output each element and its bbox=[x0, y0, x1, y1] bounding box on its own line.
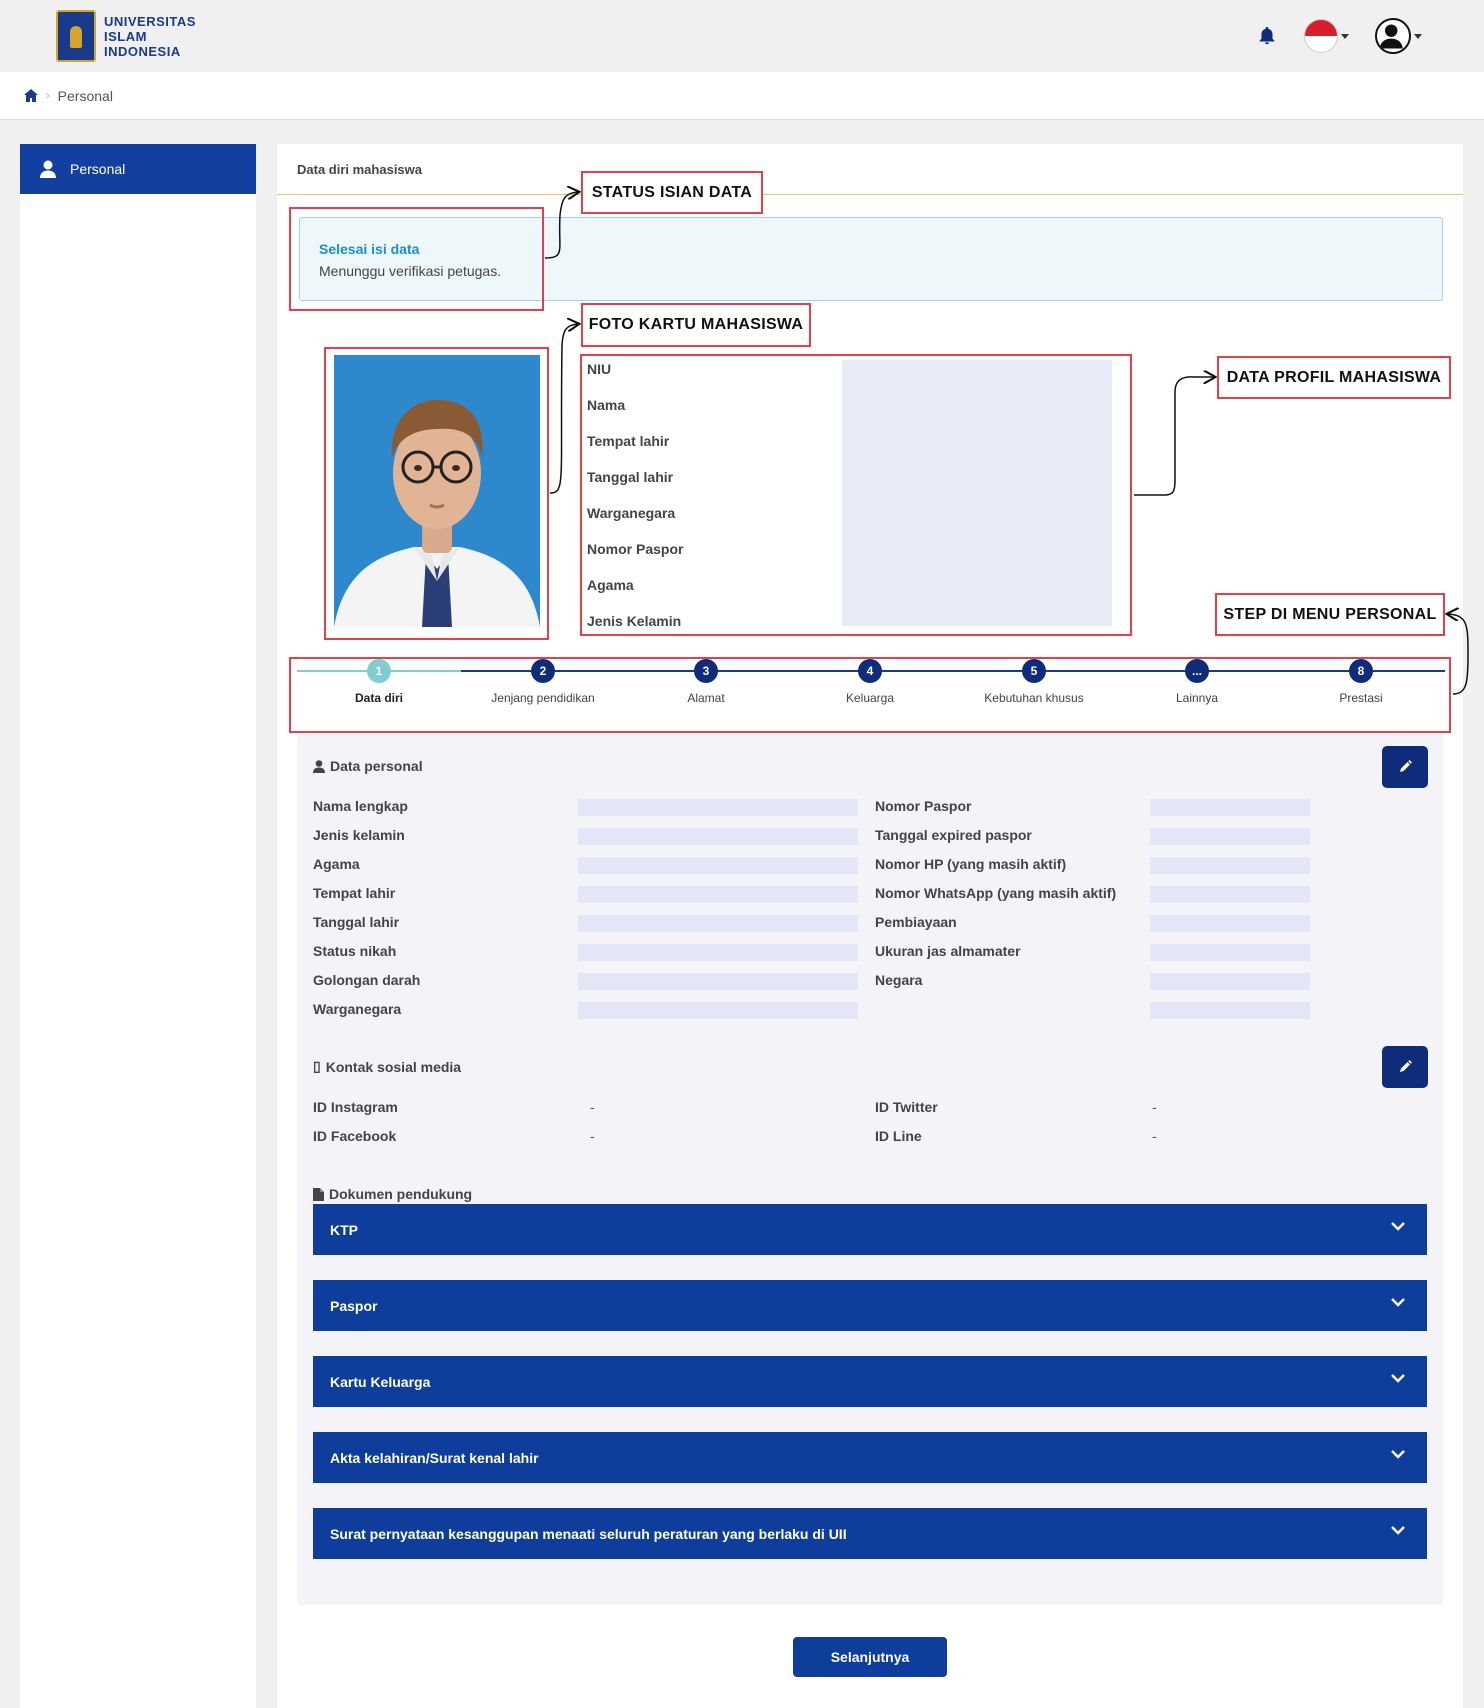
chevron-down-icon bbox=[1391, 1221, 1405, 1231]
chevron-right-icon: › bbox=[46, 89, 50, 102]
logo-line-2: ISLAM bbox=[104, 28, 147, 44]
value-redacted bbox=[1150, 857, 1310, 874]
accordion-ktp[interactable] bbox=[313, 1204, 1427, 1255]
label-tanggal-lahir: Tanggal lahir bbox=[313, 914, 400, 930]
step-number: 3 bbox=[694, 659, 718, 683]
value-redacted bbox=[578, 828, 858, 845]
step-label: Jenjang pendidikan bbox=[491, 691, 595, 705]
flag-id-icon bbox=[1304, 19, 1338, 53]
pencil-icon bbox=[1398, 760, 1412, 774]
logo-line-3: INDONESIA bbox=[104, 43, 181, 59]
sidebar bbox=[20, 144, 256, 1708]
status-title: Selesai isi data bbox=[319, 241, 420, 257]
accordion-kartu-keluarga[interactable] bbox=[313, 1356, 1427, 1407]
value-redacted bbox=[1150, 1002, 1310, 1019]
label-tanggal-expired-paspor: Tanggal expired paspor bbox=[875, 827, 1032, 843]
label-jenis-kelamin: Jenis kelamin bbox=[313, 827, 405, 843]
value-redacted bbox=[578, 915, 858, 932]
accordion-label: KTP bbox=[330, 1221, 358, 1238]
breadcrumb-current: Personal bbox=[57, 87, 113, 104]
top-navbar bbox=[0, 0, 1484, 72]
label-tempat-lahir: Tempat lahir bbox=[313, 885, 396, 901]
annotation-label-status: STATUS ISIAN DATA bbox=[581, 171, 763, 214]
user-icon bbox=[313, 760, 325, 773]
label-negara: Negara bbox=[875, 972, 923, 988]
language-selector[interactable] bbox=[1304, 19, 1349, 53]
annotation-box-steps bbox=[289, 657, 1451, 733]
step-label: Lainnya bbox=[1175, 691, 1219, 705]
bell-icon[interactable] bbox=[1256, 25, 1278, 47]
label-id-twitter: ID Twitter bbox=[875, 1099, 938, 1115]
accordion-label: Kartu Keluarga bbox=[330, 1373, 431, 1390]
document-icon bbox=[313, 1188, 324, 1201]
accordion-surat-pernyataan[interactable] bbox=[313, 1508, 1427, 1559]
accordion-label: Paspor bbox=[330, 1297, 378, 1314]
step-label: Keluarga bbox=[845, 691, 895, 705]
value-redacted bbox=[1150, 973, 1310, 990]
step-number: ... bbox=[1185, 659, 1209, 683]
label-ukuran-jas: Ukuran jas almamater bbox=[875, 943, 1021, 959]
detail-card bbox=[297, 734, 1443, 1605]
profile-label-tanggal-lahir: Tanggal lahir bbox=[587, 469, 674, 485]
step-number: 2 bbox=[531, 659, 555, 683]
annotation-label-steps: STEP DI MENU PERSONAL bbox=[1215, 593, 1445, 636]
phone-icon: ▯ bbox=[313, 1058, 321, 1074]
user-menu[interactable] bbox=[1375, 18, 1422, 54]
label-id-facebook: ID Facebook bbox=[313, 1128, 397, 1144]
value-redacted bbox=[1150, 828, 1310, 845]
section-title-text: Data personal bbox=[330, 758, 423, 774]
uii-logo[interactable] bbox=[56, 10, 196, 62]
sidebar-item-label: Personal bbox=[70, 161, 126, 177]
value-redacted bbox=[578, 1002, 858, 1019]
section-title-data-personal bbox=[313, 758, 423, 774]
title-divider bbox=[277, 194, 1463, 195]
value-redacted bbox=[1150, 886, 1310, 903]
chevron-down-icon bbox=[1391, 1297, 1405, 1307]
user-icon bbox=[1375, 18, 1411, 54]
value-id-facebook: - bbox=[590, 1128, 595, 1144]
value-redacted bbox=[578, 857, 858, 874]
value-redacted bbox=[1150, 944, 1310, 961]
value-redacted bbox=[578, 799, 858, 816]
user-icon bbox=[40, 160, 56, 178]
logo-text bbox=[104, 14, 196, 59]
home-icon[interactable] bbox=[24, 89, 38, 102]
label-status-nikah: Status nikah bbox=[313, 943, 397, 959]
chevron-down-icon bbox=[1391, 1449, 1405, 1459]
next-button[interactable]: Selanjutnya bbox=[793, 1637, 947, 1677]
uii-emblem-icon bbox=[56, 10, 96, 62]
value-id-instagram: - bbox=[590, 1099, 595, 1115]
step-label: Kebutuhan khusus bbox=[984, 691, 1084, 705]
sidebar-item-personal[interactable] bbox=[20, 144, 256, 194]
accordion-label: Surat pernyataan kesanggupan menaati seluruh peraturan yang berlaku di UII bbox=[330, 1525, 847, 1542]
edit-kontak-button[interactable] bbox=[1382, 1046, 1428, 1088]
label-nomor-whatsapp: Nomor WhatsApp (yang masih aktif) bbox=[875, 885, 1117, 901]
label-id-line: ID Line bbox=[875, 1128, 922, 1144]
section-title-text: Kontak sosial media bbox=[325, 1058, 462, 1075]
annotation-label-photo: FOTO KARTU MAHASISWA bbox=[581, 303, 811, 347]
page-title: Data diri mahasiswa bbox=[297, 162, 422, 177]
profile-label-agama: Agama bbox=[587, 577, 634, 593]
accordion-paspor[interactable] bbox=[313, 1280, 1427, 1331]
value-redacted bbox=[578, 973, 858, 990]
chevron-down-icon bbox=[1341, 34, 1349, 39]
value-id-twitter: - bbox=[1152, 1099, 1157, 1115]
annotation-box-profile bbox=[580, 354, 1132, 636]
step-label: Data diri bbox=[354, 691, 403, 705]
profile-label-jenis-kelamin: Jenis Kelamin bbox=[587, 613, 682, 629]
chevron-down-icon bbox=[1391, 1373, 1405, 1383]
chevron-down-icon bbox=[1391, 1525, 1405, 1535]
label-agama: Agama bbox=[313, 856, 360, 872]
pencil-icon bbox=[1398, 1060, 1412, 1074]
breadcrumb bbox=[0, 72, 1484, 120]
label-nama-lengkap: Nama lengkap bbox=[313, 798, 408, 814]
profile-label-nomor-paspor: Nomor Paspor bbox=[587, 541, 684, 557]
step-number: 5 bbox=[1022, 659, 1046, 683]
profile-label-tempat-lahir: Tempat lahir bbox=[587, 433, 670, 449]
value-redacted bbox=[1150, 915, 1310, 932]
chevron-down-icon bbox=[1414, 34, 1422, 39]
label-pembiayaan: Pembiayaan bbox=[875, 914, 957, 930]
label-id-instagram: ID Instagram bbox=[313, 1099, 398, 1115]
accordion-akta-kelahiran[interactable] bbox=[313, 1432, 1427, 1483]
step-number: 4 bbox=[858, 659, 882, 683]
profile-label-nama: Nama bbox=[587, 397, 626, 413]
status-description: Menunggu verifikasi petugas. bbox=[319, 263, 502, 279]
step-label: Alamat bbox=[687, 691, 725, 705]
label-nomor-hp: Nomor HP (yang masih aktif) bbox=[875, 856, 1067, 872]
annotation-label-profile: DATA PROFIL MAHASISWA bbox=[1217, 356, 1451, 399]
annotation-box-status bbox=[289, 207, 544, 311]
edit-data-personal-button[interactable] bbox=[1382, 746, 1428, 788]
logo-line-1: UNIVERSITAS bbox=[104, 13, 196, 29]
value-redacted bbox=[578, 944, 858, 961]
label-nomor-paspor: Nomor Paspor bbox=[875, 798, 972, 814]
section-title-dokumen bbox=[313, 1186, 472, 1202]
label-warganegara: Warganegara bbox=[313, 1001, 402, 1017]
value-id-line: - bbox=[1152, 1128, 1157, 1144]
value-redacted bbox=[1150, 799, 1310, 816]
step-label: Prestasi bbox=[1339, 691, 1383, 705]
profile-label-warganegara: Warganegara bbox=[587, 505, 676, 521]
step-number: 1 bbox=[367, 659, 391, 683]
value-redacted bbox=[578, 886, 858, 903]
section-title-kontak bbox=[313, 1058, 461, 1075]
annotation-box-photo bbox=[324, 347, 549, 640]
label-golongan-darah: Golongan darah bbox=[313, 972, 421, 988]
profile-label-niu: NIU bbox=[587, 361, 612, 377]
section-title-text: Dokumen pendukung bbox=[329, 1186, 473, 1202]
accordion-label: Akta kelahiran/Surat kenal lahir bbox=[330, 1449, 539, 1466]
step-number: 8 bbox=[1349, 659, 1373, 683]
